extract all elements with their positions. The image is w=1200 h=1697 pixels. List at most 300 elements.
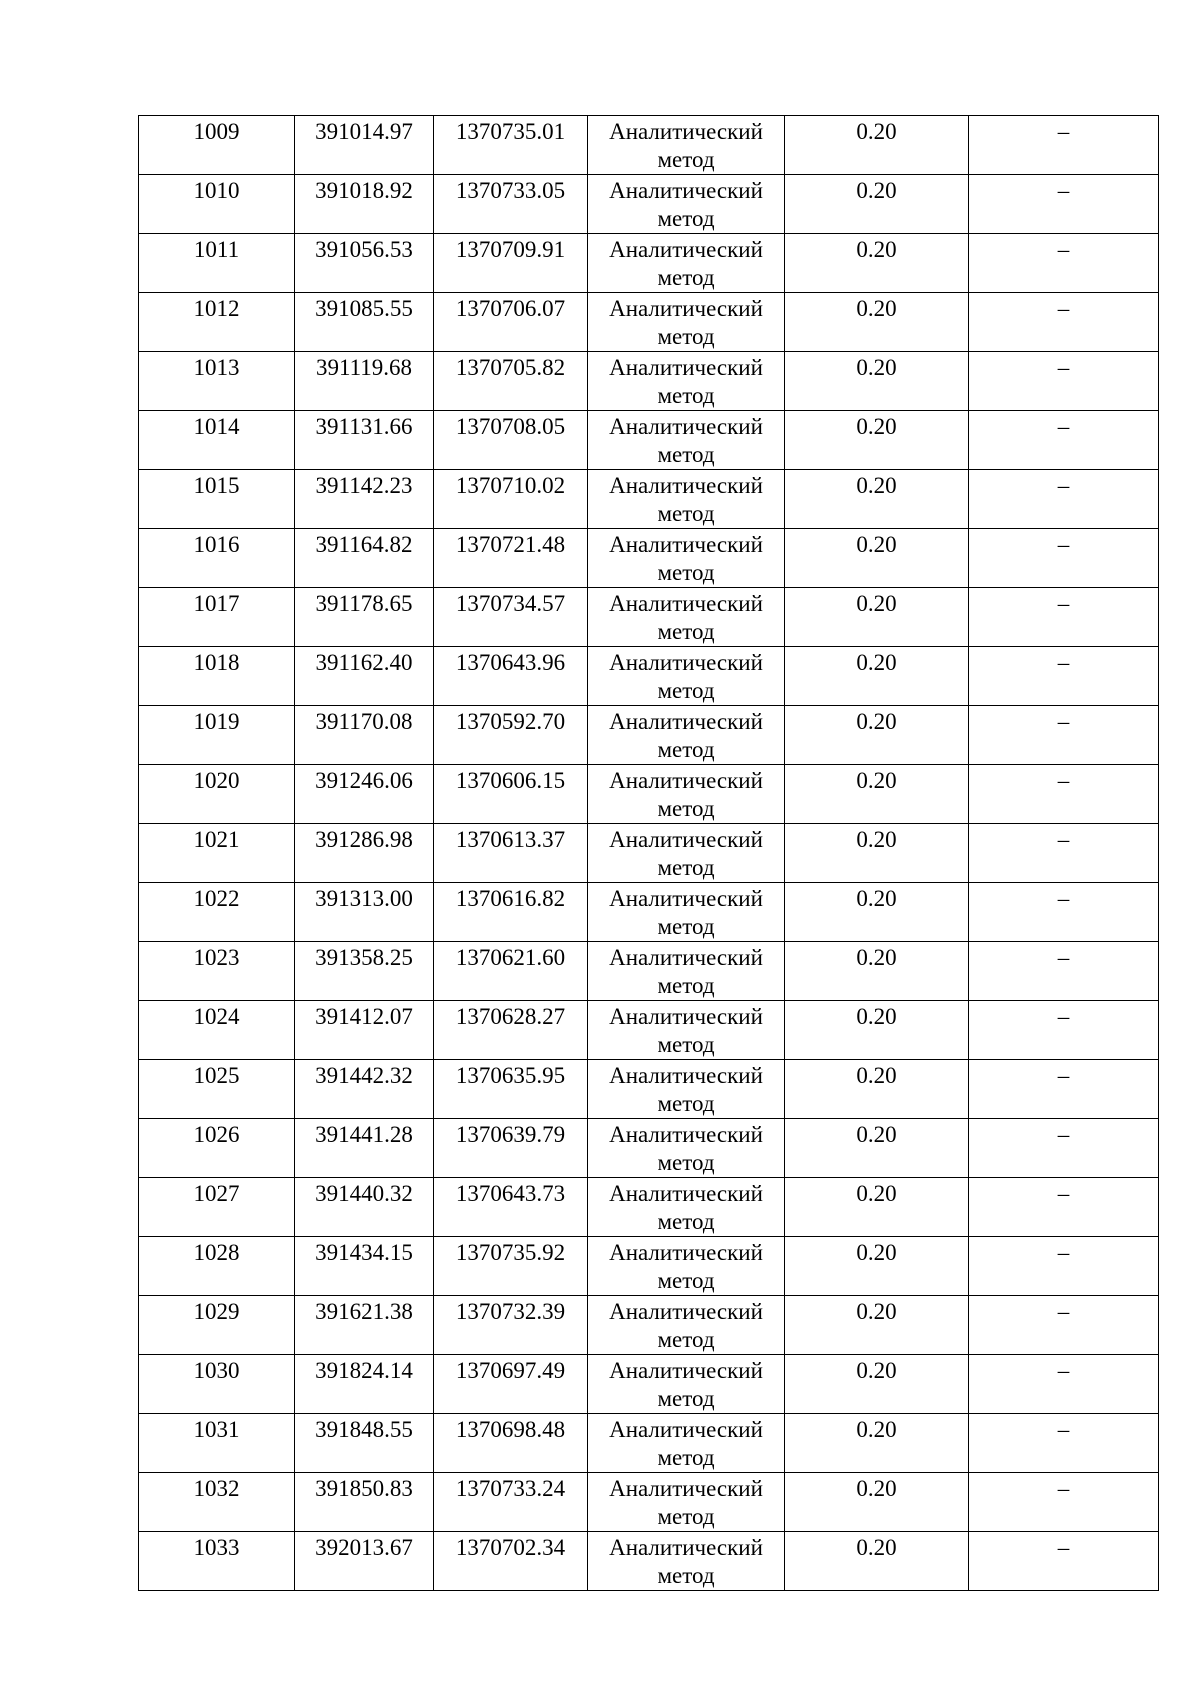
- y-coordinate-cell: [434, 175, 588, 234]
- note-cell: [969, 411, 1159, 470]
- method-text-line2: метод: [657, 383, 715, 408]
- method-cell: [588, 116, 785, 175]
- method-text-line2: метод: [657, 1150, 715, 1175]
- method-text-line1: Аналитический: [609, 237, 763, 262]
- accuracy-text: 0.20: [856, 945, 897, 970]
- x-coordinate-cell: [295, 529, 434, 588]
- y-coordinate-cell: [434, 234, 588, 293]
- y-coordinate-cell: [434, 1473, 588, 1532]
- y-coordinate-text: 1370639.79: [455, 1122, 566, 1147]
- x-coordinate-cell: [295, 1237, 434, 1296]
- y-coordinate-text: 1370613.37: [455, 827, 566, 852]
- accuracy-cell: [785, 765, 969, 824]
- x-coordinate-text: 391313.00: [315, 886, 413, 911]
- x-coordinate-cell: [295, 942, 434, 1001]
- y-coordinate-cell: [434, 1414, 588, 1473]
- table-row: [139, 647, 1159, 706]
- method-cell: [588, 765, 785, 824]
- point-number-text: 1030: [193, 1358, 240, 1383]
- y-coordinate-text: 1370733.05: [455, 178, 566, 203]
- y-coordinate-text: 1370643.96: [455, 650, 566, 675]
- table-row: [139, 1296, 1159, 1355]
- note-cell: [969, 1237, 1159, 1296]
- point-number-cell: [139, 706, 295, 765]
- method-text-line1: Аналитический: [609, 1181, 763, 1206]
- x-coordinate-cell: [295, 1119, 434, 1178]
- method-text-line2: метод: [657, 1032, 715, 1057]
- method-text-line1: Аналитический: [609, 1063, 763, 1088]
- y-coordinate-text: 1370606.15: [455, 768, 566, 793]
- note-text: –: [1057, 591, 1070, 616]
- note-text: –: [1057, 1299, 1070, 1324]
- table-row: [139, 352, 1159, 411]
- method-text-line1: Аналитический: [609, 532, 763, 557]
- point-number-text: 1014: [193, 414, 240, 439]
- x-coordinate-cell: [295, 765, 434, 824]
- method-text-line2: метод: [657, 147, 715, 172]
- method-text-line2: метод: [657, 1209, 715, 1234]
- x-coordinate-text: 391286.98: [315, 827, 413, 852]
- table-row: [139, 1001, 1159, 1060]
- note-cell: [969, 1414, 1159, 1473]
- method-text-line1: Аналитический: [609, 1535, 763, 1560]
- note-cell: [969, 352, 1159, 411]
- method-text-line2: метод: [657, 1445, 715, 1470]
- y-coordinate-cell: [434, 706, 588, 765]
- point-number-cell: [139, 1473, 295, 1532]
- x-coordinate-text: 391848.55: [315, 1417, 413, 1442]
- note-cell: [969, 293, 1159, 352]
- table-row: [139, 1060, 1159, 1119]
- x-coordinate-cell: [295, 647, 434, 706]
- point-number-text: 1033: [193, 1535, 240, 1560]
- method-text-line1: Аналитический: [609, 296, 763, 321]
- method-cell: [588, 942, 785, 1001]
- table-row: [139, 293, 1159, 352]
- note-cell: [969, 1060, 1159, 1119]
- x-coordinate-text: 391246.06: [315, 768, 413, 793]
- note-text: –: [1057, 473, 1070, 498]
- accuracy-cell: [785, 1119, 969, 1178]
- x-coordinate-cell: [295, 470, 434, 529]
- y-coordinate-text: 1370628.27: [455, 1004, 566, 1029]
- table-row: [139, 1532, 1159, 1591]
- table-row: [139, 1237, 1159, 1296]
- note-text: –: [1057, 945, 1070, 970]
- note-cell: [969, 942, 1159, 1001]
- accuracy-text: 0.20: [856, 709, 897, 734]
- y-coordinate-text: 1370709.91: [455, 237, 566, 262]
- note-text: –: [1057, 1181, 1070, 1206]
- method-text-line2: метод: [657, 501, 715, 526]
- method-text-line1: Аналитический: [609, 768, 763, 793]
- method-cell: [588, 1119, 785, 1178]
- note-text: –: [1057, 178, 1070, 203]
- table-row: [139, 588, 1159, 647]
- method-cell: [588, 1060, 785, 1119]
- accuracy-text: 0.20: [856, 473, 897, 498]
- method-cell: [588, 352, 785, 411]
- table-row: [139, 1119, 1159, 1178]
- accuracy-cell: [785, 824, 969, 883]
- note-cell: [969, 1355, 1159, 1414]
- method-text-line2: метод: [657, 1386, 715, 1411]
- accuracy-text: 0.20: [856, 1122, 897, 1147]
- note-text: –: [1057, 1240, 1070, 1265]
- method-text-line2: метод: [657, 1268, 715, 1293]
- accuracy-cell: [785, 1001, 969, 1060]
- note-cell: [969, 824, 1159, 883]
- method-cell: [588, 1473, 785, 1532]
- point-number-text: 1023: [193, 945, 240, 970]
- point-number-cell: [139, 411, 295, 470]
- x-coordinate-cell: [295, 175, 434, 234]
- note-text: –: [1057, 1476, 1070, 1501]
- x-coordinate-cell: [295, 234, 434, 293]
- method-text-line1: Аналитический: [609, 414, 763, 439]
- method-cell: [588, 411, 785, 470]
- y-coordinate-cell: [434, 116, 588, 175]
- note-cell: [969, 1532, 1159, 1591]
- method-text-line2: метод: [657, 855, 715, 880]
- x-coordinate-cell: [295, 1178, 434, 1237]
- method-text-line1: Аналитический: [609, 591, 763, 616]
- accuracy-cell: [785, 1296, 969, 1355]
- x-coordinate-cell: [295, 706, 434, 765]
- method-text-line2: метод: [657, 206, 715, 231]
- method-cell: [588, 1178, 785, 1237]
- y-coordinate-text: 1370721.48: [455, 532, 566, 557]
- accuracy-text: 0.20: [856, 1063, 897, 1088]
- accuracy-text: 0.20: [856, 1299, 897, 1324]
- point-number-cell: [139, 1296, 295, 1355]
- note-text: –: [1057, 237, 1070, 262]
- point-number-text: 1021: [193, 827, 240, 852]
- point-number-text: 1029: [193, 1299, 240, 1324]
- accuracy-text: 0.20: [856, 1358, 897, 1383]
- accuracy-cell: [785, 175, 969, 234]
- x-coordinate-text: 392013.67: [315, 1535, 413, 1560]
- y-coordinate-text: 1370733.24: [455, 1476, 566, 1501]
- accuracy-text: 0.20: [856, 1476, 897, 1501]
- x-coordinate-cell: [295, 588, 434, 647]
- y-coordinate-text: 1370735.01: [455, 119, 566, 144]
- x-coordinate-text: 391442.32: [315, 1063, 413, 1088]
- table-row: [139, 1355, 1159, 1414]
- point-number-text: 1018: [193, 650, 240, 675]
- accuracy-cell: [785, 1473, 969, 1532]
- point-number-cell: [139, 942, 295, 1001]
- method-cell: [588, 1001, 785, 1060]
- accuracy-text: 0.20: [856, 532, 897, 557]
- table-row: [139, 234, 1159, 293]
- x-coordinate-text: 391018.92: [315, 178, 413, 203]
- accuracy-cell: [785, 588, 969, 647]
- x-coordinate-text: 391170.08: [315, 709, 413, 734]
- x-coordinate-cell: [295, 1532, 434, 1591]
- accuracy-cell: [785, 470, 969, 529]
- y-coordinate-text: 1370616.82: [455, 886, 566, 911]
- note-cell: [969, 1178, 1159, 1237]
- accuracy-cell: [785, 1414, 969, 1473]
- note-cell: [969, 765, 1159, 824]
- note-cell: [969, 647, 1159, 706]
- x-coordinate-text: 391434.15: [315, 1240, 413, 1265]
- method-cell: [588, 175, 785, 234]
- y-coordinate-cell: [434, 529, 588, 588]
- accuracy-cell: [785, 647, 969, 706]
- x-coordinate-cell: [295, 1355, 434, 1414]
- y-coordinate-cell: [434, 1532, 588, 1591]
- y-coordinate-text: 1370706.07: [455, 296, 566, 321]
- method-cell: [588, 883, 785, 942]
- table-row: [139, 942, 1159, 1001]
- method-text-line1: Аналитический: [609, 355, 763, 380]
- point-number-text: 1015: [193, 473, 240, 498]
- y-coordinate-cell: [434, 765, 588, 824]
- point-number-cell: [139, 588, 295, 647]
- x-coordinate-text: 391162.40: [315, 650, 413, 675]
- point-number-text: 1017: [193, 591, 240, 616]
- method-text-line1: Аналитический: [609, 1122, 763, 1147]
- x-coordinate-cell: [295, 1414, 434, 1473]
- y-coordinate-cell: [434, 1178, 588, 1237]
- accuracy-cell: [785, 529, 969, 588]
- y-coordinate-cell: [434, 293, 588, 352]
- table-row: [139, 116, 1159, 175]
- point-number-text: 1027: [193, 1181, 240, 1206]
- note-cell: [969, 588, 1159, 647]
- method-cell: [588, 647, 785, 706]
- accuracy-text: 0.20: [856, 1240, 897, 1265]
- accuracy-text: 0.20: [856, 414, 897, 439]
- point-number-text: 1019: [193, 709, 240, 734]
- method-cell: [588, 1237, 785, 1296]
- accuracy-text: 0.20: [856, 237, 897, 262]
- note-text: –: [1057, 1358, 1070, 1383]
- x-coordinate-text: 391824.14: [315, 1358, 413, 1383]
- point-number-text: 1011: [193, 237, 240, 262]
- note-text: –: [1057, 768, 1070, 793]
- table-row: [139, 706, 1159, 765]
- point-number-text: 1022: [193, 886, 240, 911]
- method-text-line2: метод: [657, 265, 715, 290]
- table-row: [139, 1178, 1159, 1237]
- x-coordinate-text: 391142.23: [315, 473, 413, 498]
- note-cell: [969, 234, 1159, 293]
- table-body: [139, 116, 1159, 1591]
- method-cell: [588, 234, 785, 293]
- table-row: [139, 765, 1159, 824]
- y-coordinate-text: 1370710.02: [455, 473, 566, 498]
- accuracy-cell: [785, 1060, 969, 1119]
- y-coordinate-text: 1370735.92: [455, 1240, 566, 1265]
- point-number-text: 1028: [193, 1240, 240, 1265]
- method-cell: [588, 1296, 785, 1355]
- y-coordinate-cell: [434, 942, 588, 1001]
- method-text-line2: метод: [657, 1091, 715, 1116]
- accuracy-cell: [785, 942, 969, 1001]
- y-coordinate-text: 1370621.60: [455, 945, 566, 970]
- method-text-line1: Аналитический: [609, 1358, 763, 1383]
- note-cell: [969, 529, 1159, 588]
- method-text-line1: Аналитический: [609, 650, 763, 675]
- y-coordinate-text: 1370643.73: [455, 1181, 566, 1206]
- method-text-line2: метод: [657, 796, 715, 821]
- point-number-cell: [139, 647, 295, 706]
- method-text-line1: Аналитический: [609, 709, 763, 734]
- table-row: [139, 175, 1159, 234]
- method-text-line1: Аналитический: [609, 1004, 763, 1029]
- y-coordinate-cell: [434, 470, 588, 529]
- method-text-line2: метод: [657, 737, 715, 762]
- method-text-line1: Аналитический: [609, 119, 763, 144]
- y-coordinate-text: 1370635.95: [455, 1063, 566, 1088]
- point-number-cell: [139, 470, 295, 529]
- method-text-line2: метод: [657, 1327, 715, 1352]
- y-coordinate-text: 1370732.39: [455, 1299, 566, 1324]
- y-coordinate-cell: [434, 1060, 588, 1119]
- note-text: –: [1057, 296, 1070, 321]
- x-coordinate-cell: [295, 411, 434, 470]
- method-text-line2: метод: [657, 1563, 715, 1588]
- accuracy-text: 0.20: [856, 650, 897, 675]
- method-text-line1: Аналитический: [609, 827, 763, 852]
- accuracy-cell: [785, 411, 969, 470]
- y-coordinate-cell: [434, 883, 588, 942]
- method-cell: [588, 706, 785, 765]
- note-cell: [969, 175, 1159, 234]
- point-number-text: 1013: [193, 355, 240, 380]
- method-text-line1: Аналитический: [609, 178, 763, 203]
- accuracy-cell: [785, 352, 969, 411]
- table-row: [139, 824, 1159, 883]
- method-cell: [588, 470, 785, 529]
- note-text: –: [1057, 1417, 1070, 1442]
- note-text: –: [1057, 827, 1070, 852]
- note-cell: [969, 470, 1159, 529]
- x-coordinate-cell: [295, 883, 434, 942]
- point-number-cell: [139, 1237, 295, 1296]
- note-text: –: [1057, 355, 1070, 380]
- method-text-line2: метод: [657, 973, 715, 998]
- accuracy-text: 0.20: [856, 886, 897, 911]
- method-text-line1: Аналитический: [609, 1476, 763, 1501]
- x-coordinate-text: 391850.83: [315, 1476, 413, 1501]
- accuracy-cell: [785, 1178, 969, 1237]
- x-coordinate-cell: [295, 116, 434, 175]
- accuracy-cell: [785, 883, 969, 942]
- method-text-line1: Аналитический: [609, 473, 763, 498]
- y-coordinate-cell: [434, 411, 588, 470]
- note-text: –: [1057, 886, 1070, 911]
- coordinates-table: [138, 115, 1159, 1591]
- table-row: [139, 1414, 1159, 1473]
- x-coordinate-cell: [295, 1060, 434, 1119]
- accuracy-cell: [785, 116, 969, 175]
- note-cell: [969, 883, 1159, 942]
- note-text: –: [1057, 119, 1070, 144]
- x-coordinate-text: 391056.53: [315, 237, 413, 262]
- x-coordinate-text: 391358.25: [315, 945, 413, 970]
- point-number-text: 1026: [193, 1122, 240, 1147]
- accuracy-text: 0.20: [856, 1004, 897, 1029]
- x-coordinate-text: 391440.32: [315, 1181, 413, 1206]
- point-number-cell: [139, 352, 295, 411]
- table-row: [139, 1473, 1159, 1532]
- note-text: –: [1057, 650, 1070, 675]
- point-number-cell: [139, 1532, 295, 1591]
- note-cell: [969, 116, 1159, 175]
- accuracy-text: 0.20: [856, 355, 897, 380]
- point-number-cell: [139, 1414, 295, 1473]
- note-text: –: [1057, 532, 1070, 557]
- method-cell: [588, 1532, 785, 1591]
- accuracy-text: 0.20: [856, 1417, 897, 1442]
- x-coordinate-text: 391178.65: [315, 591, 413, 616]
- y-coordinate-cell: [434, 1355, 588, 1414]
- accuracy-cell: [785, 234, 969, 293]
- method-cell: [588, 1414, 785, 1473]
- x-coordinate-text: 391441.28: [315, 1122, 413, 1147]
- accuracy-text: 0.20: [856, 591, 897, 616]
- accuracy-cell: [785, 1237, 969, 1296]
- point-number-text: 1032: [193, 1476, 240, 1501]
- note-cell: [969, 1119, 1159, 1178]
- x-coordinate-text: 391131.66: [315, 414, 413, 439]
- note-cell: [969, 706, 1159, 765]
- x-coordinate-text: 391164.82: [315, 532, 413, 557]
- point-number-text: 1020: [193, 768, 240, 793]
- note-cell: [969, 1001, 1159, 1060]
- method-text-line1: Аналитический: [609, 1240, 763, 1265]
- point-number-cell: [139, 293, 295, 352]
- y-coordinate-cell: [434, 352, 588, 411]
- y-coordinate-text: 1370734.57: [455, 591, 566, 616]
- y-coordinate-cell: [434, 824, 588, 883]
- point-number-cell: [139, 1178, 295, 1237]
- note-text: –: [1057, 1063, 1070, 1088]
- x-coordinate-cell: [295, 1296, 434, 1355]
- y-coordinate-text: 1370705.82: [455, 355, 566, 380]
- accuracy-cell: [785, 1532, 969, 1591]
- point-number-cell: [139, 529, 295, 588]
- x-coordinate-text: 391621.38: [315, 1299, 413, 1324]
- point-number-text: 1010: [193, 178, 240, 203]
- method-text-line2: метод: [657, 560, 715, 585]
- method-cell: [588, 1355, 785, 1414]
- method-text-line2: метод: [657, 619, 715, 644]
- table-row: [139, 883, 1159, 942]
- accuracy-text: 0.20: [856, 178, 897, 203]
- point-number-cell: [139, 1355, 295, 1414]
- point-number-cell: [139, 765, 295, 824]
- point-number-text: 1024: [193, 1004, 240, 1029]
- accuracy-cell: [785, 293, 969, 352]
- table-row: [139, 411, 1159, 470]
- y-coordinate-text: 1370698.48: [455, 1417, 566, 1442]
- point-number-text: 1031: [193, 1417, 240, 1442]
- x-coordinate-cell: [295, 352, 434, 411]
- point-number-cell: [139, 1060, 295, 1119]
- accuracy-text: 0.20: [856, 768, 897, 793]
- point-number-cell: [139, 1119, 295, 1178]
- x-coordinate-cell: [295, 1473, 434, 1532]
- method-text-line2: метод: [657, 442, 715, 467]
- table-row: [139, 529, 1159, 588]
- x-coordinate-text: 391014.97: [315, 119, 413, 144]
- accuracy-text: 0.20: [856, 296, 897, 321]
